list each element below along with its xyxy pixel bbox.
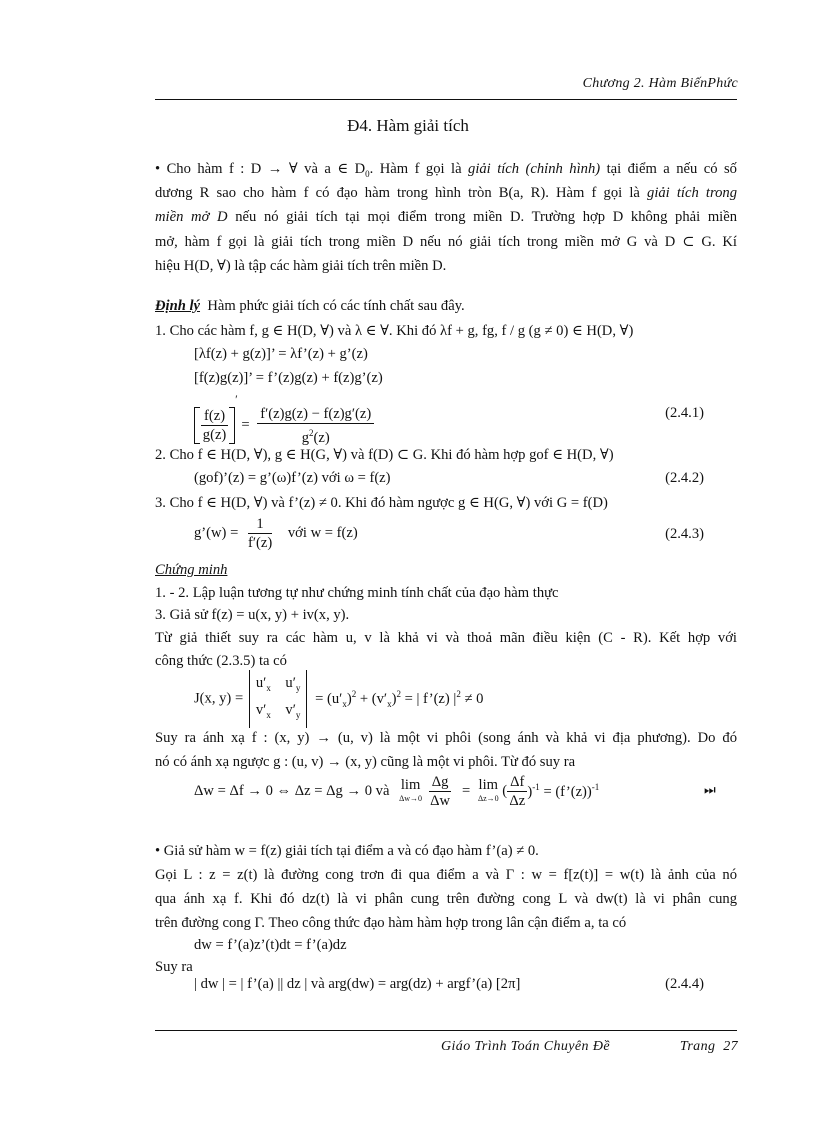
intro-line-4: mở, hàm f gọi là giải tích trong miền D nếu nó giải tích trong miền mở G và D ⊂ G. Kí (155, 234, 737, 250)
proof-line-3: Từ giả thiết suy ra các hàm u, v là khả vi và thoả mãn điều kiện (C - R). Kết hợp với (155, 630, 737, 646)
proof-line-5: Suy ra ánh xạ f : (x, y) → (u, v) là một vi phôi (song ánh và khả vi địa phương). Do đó (155, 730, 737, 746)
equation-number-2-4-1: (2.4.1) (665, 405, 704, 421)
formula-inverse: g’(w) = $\frac{1}{f'(z)}$ với w = f(z) (194, 516, 358, 551)
chapter-header: Chương 2. Hàm BiếnPhức (582, 76, 738, 91)
formula-product: [f(z)g(z)]’ = f’(z)g(z) + f(z)g’(z) (194, 370, 383, 386)
formula-composition: (gof)’(z) = g’(ω)f’(z) với ω = f(z) (194, 470, 391, 486)
formula-quotient: $\frac{f(z)}{g(z)}$ ′ = $\frac{f'(z)g(z) - f(z)g'(z)}{g^2(z)}$ (194, 392, 374, 447)
formula-differential: dw = f’(a)z’(t)dt = f’(a)dz (194, 937, 347, 953)
formula-limit: Δw = Δf → 0 ⇔ Δz = Δg → 0 và lim Δw→0 $\frac{\Delta g}{\Delta w}$ = lim Δz→0 ( $\frac{\Delta f}{\Delta z}$ )$^{-1}$ = (f’(z))$^{-1}$ (194, 774, 600, 809)
footer-page: Trang 27 (679, 1039, 738, 1054)
intro-line-3: miền mở D nếu nó giải tích tại mọi điểm trong miền D. Trường hợp D không phải miền (155, 209, 737, 225)
proof-line-1: 1. - 2. Lập luận tương tự như chứng minh tính chất của đạo hàm thực (155, 585, 559, 601)
equation-number-2-4-3: (2.4.3) (665, 526, 704, 542)
footer-rule (155, 1030, 737, 1031)
intro-line-1: • Cho hàm f : D → ∀ và a ∈ $D_0$. Hàm f gọi là giải tích (chỉnh hình) tại điểm a nếu có số (155, 161, 737, 179)
proof-line-4: công thức (2.3.5) ta có (155, 653, 287, 669)
footer-book-title: Giáo Trình Toán Chuyên Đề (441, 1039, 610, 1054)
equation-number-2-4-4: (2.4.4) (665, 976, 704, 992)
part2-line-2: Gọi L : z = z(t) là đường cong trơn đi qua điểm a và Γ : w = f[z(t)] = w(t) là ảnh của nó (155, 867, 737, 883)
qed-icon: ⏭ (704, 783, 716, 798)
proof-line-2: 3. Giả sử f(z) = u(x, y) + iv(x, y). (155, 607, 350, 623)
header-rule (155, 99, 737, 100)
formula-jacobian: J(x, y) = $u'_x$ $u'_y$ $v'_x$ $v'_y$ = $(u'_x)^2 + (v'_x)^2$ = | f’(z) $|^2 \ne 0$ (194, 670, 483, 728)
part2-line-5: Suy ra (155, 959, 193, 975)
section-title: Đ4. Hàm giải tích (347, 116, 469, 135)
theorem-heading: Định lý Hàm phức giải tích có các tính chất sau đây. (155, 298, 465, 314)
formula-modulus-arg: | dw | = | f’(a) || dz | và arg(dw) = arg(dz) + argf’(a) [2π] (194, 976, 521, 992)
intro-line-2: dương R sao cho hàm f có đạo hàm trong hình tròn B(a, R). Hàm f gọi là giải tích trong (155, 185, 737, 201)
proof-heading: Chứng minh (155, 562, 228, 578)
proof-line-6: nó có ánh xạ ngược g : (u, v) → (x, y) cũng là một vi phôi. Từ đó suy ra (155, 754, 576, 770)
part2-line-1: • Giả sử hàm w = f(z) giải tích tại điểm a và có đạo hàm f’(a) ≠ 0. (155, 843, 539, 859)
theorem-item-2: 2. Cho f ∈ H(D, ∀), g ∈ H(G, ∀) và f(D) ⊂ G. Khi đó hàm hợp gof ∈ H(D, ∀) (155, 447, 614, 463)
part2-line-4: trên đường cong Γ. Theo công thức đạo hàm hàm hợp trong lân cận điểm a, ta có (155, 915, 627, 931)
theorem-item-1: 1. Cho các hàm f, g ∈ H(D, ∀) và λ ∈ ∀. Khi đó λf + g, fg, f / g (g ≠ 0) ∈ H(D, ∀) (155, 323, 634, 339)
equation-number-2-4-2: (2.4.2) (665, 470, 704, 486)
theorem-item-3: 3. Cho f ∈ H(D, ∀) và f’(z) ≠ 0. Khi đó hàm ngược g ∈ H(G, ∀) với G = f(D) (155, 495, 608, 511)
part2-line-3: qua ánh xạ f. Khi đó dz(t) là vi phân cung trên đường cong L và dw(t) là vi phân cung (155, 891, 737, 907)
intro-line-5: hiệu H(D, ∀) là tập các hàm giải tích trên miền D. (155, 258, 447, 274)
formula-linear: [λf(z) + g(z)]’ = λf’(z) + g’(z) (194, 346, 368, 362)
